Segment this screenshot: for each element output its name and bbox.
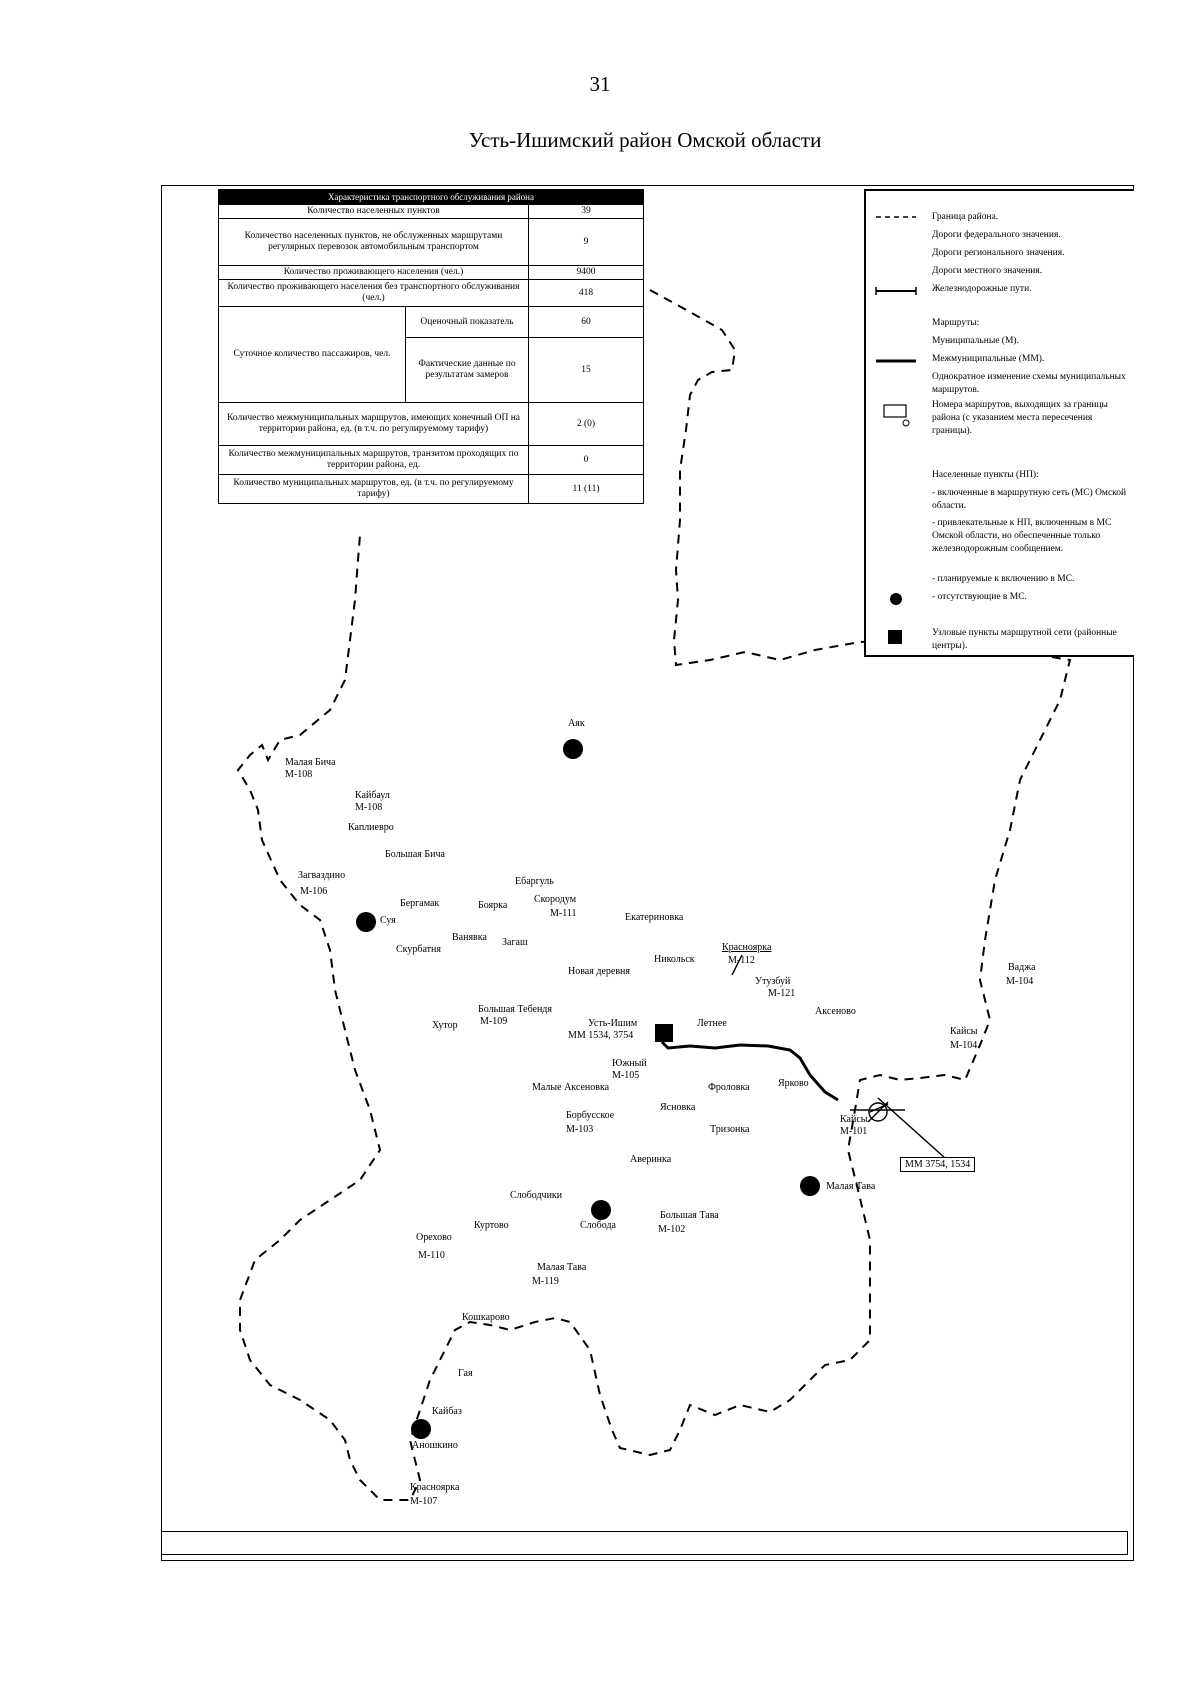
map-label: М-110	[418, 1250, 445, 1261]
settlement-dot-sloboda	[591, 1200, 611, 1220]
info-table-header: Характеристика транспортного обслуживания района	[219, 190, 644, 205]
table-row: Количество населенных пунктов 39	[219, 205, 644, 219]
legend-route-2: Однократное изменение схемы муниципальных маршрутов.	[932, 372, 1126, 395]
legend-settlement-0: - включенные в маршрутную сеть (МС) Омской области.	[932, 488, 1127, 511]
map-label: Ясновка	[660, 1102, 696, 1113]
table-row: Количество проживающего населения (чел.) 9400	[219, 266, 644, 280]
map-label: М-103	[566, 1124, 594, 1135]
map-label: Новая деревня	[568, 966, 630, 977]
map-label: М-108	[285, 769, 313, 780]
map-label: М-121	[768, 988, 796, 999]
map-label: М-109	[480, 1016, 508, 1027]
map-label: Суя	[380, 915, 396, 926]
page-title: Усть-Ишимский район Омской области	[468, 128, 822, 152]
map-label: М-119	[532, 1276, 559, 1287]
map-label: Бергамак	[400, 898, 440, 909]
map-label: Утузбуй	[755, 976, 791, 987]
map-label: М-104	[950, 1040, 978, 1051]
map-label: Ярково	[778, 1078, 809, 1089]
map-label: Хутор	[432, 1020, 458, 1031]
settlement-dot-kaibaz	[411, 1419, 431, 1439]
map-label: М-105	[612, 1070, 640, 1081]
map-label: Скурбатня	[396, 944, 441, 955]
settlement-dot-malaya-tava	[800, 1176, 820, 1196]
map-label: Боярка	[478, 900, 508, 911]
table-row: Количество населенных пунктов, не обслуженных маршрутами регулярных перевозок автомобильным транспортом 9	[219, 219, 644, 266]
map-label: Большая Тебендя	[478, 1004, 552, 1015]
map-label: М-104	[1006, 976, 1034, 987]
map-label: Аяк	[568, 718, 585, 729]
map-legend	[864, 189, 1134, 657]
map-label: Летнее	[697, 1018, 727, 1029]
map-label: Тризонка	[710, 1124, 750, 1135]
legend-routes-title: Маршруты:	[932, 318, 980, 328]
settlement-dot-ayak	[563, 739, 583, 759]
map-label: Южный	[612, 1058, 647, 1069]
map-label: Красноярка	[722, 942, 772, 953]
legend-route-1: Межмуниципальные (ММ).	[932, 354, 1045, 364]
map-label: Каплиевро	[348, 822, 394, 833]
map-label: Красноярка	[410, 1482, 460, 1493]
legend-route-0: Муниципальные (М).	[932, 336, 1019, 346]
map-label: Скородум	[534, 894, 577, 905]
legend-line-3: Дороги местного значения.	[932, 266, 1043, 276]
map-label: М-111	[550, 908, 577, 919]
table-row: Количество проживающего населения без транспортного обслуживания (чел.) 418	[219, 280, 644, 307]
map-label: Орехово	[416, 1232, 452, 1243]
legend-settlement-3: - отсутствующие в МС.	[932, 592, 1027, 602]
road-main	[662, 1042, 838, 1100]
info-table	[218, 189, 644, 504]
map-label: Большая Тава	[660, 1210, 719, 1221]
settlement-dot-suya	[356, 912, 376, 932]
map-label: Малые Аксеновка	[532, 1082, 610, 1093]
table-row: Фактические данные по результатам замеров 15	[219, 338, 644, 403]
legend-nodes: Узловые пункты маршрутной сети (районные центры).	[932, 628, 1117, 651]
legend-settlement-1: - привлекательные к НП, включенным в МС Омской области, но обеспеченные только железнодорожным сообщением.	[932, 518, 1112, 554]
map-label: Слобода	[580, 1220, 616, 1231]
map-label: Аверинка	[630, 1154, 672, 1165]
map-label: Фроловка	[708, 1082, 750, 1093]
district-center-square	[655, 1024, 673, 1042]
map-label: Аксеново	[815, 1006, 856, 1017]
map-label: Загваздино	[298, 870, 346, 881]
map-label: ММ 1534, 3754	[568, 1030, 634, 1041]
map-label: М-106	[300, 886, 328, 897]
map-label: Усть-Ишим	[588, 1018, 638, 1029]
map-label: Ебаргуль	[515, 876, 554, 887]
route-callout-box: ММ 3754, 1534	[900, 1157, 975, 1172]
legend-line-2: Дороги регионального значения.	[932, 248, 1065, 258]
table-row: Количество муниципальных маршрутов, ед. (в т.ч. по регулируемому тарифу) 11 (11)	[219, 475, 644, 504]
map-label: Малая Тава	[537, 1262, 587, 1273]
map-label: М-112	[728, 955, 755, 966]
map-label: Ваджа	[1008, 962, 1036, 973]
map-label: Малая Тава	[826, 1181, 876, 1192]
legend-symbols	[866, 191, 926, 651]
map-label: Слободчики	[510, 1190, 563, 1201]
map-label: Малая Бича	[285, 757, 336, 768]
map-label: Аношкино	[412, 1440, 458, 1451]
map-label: М-102	[658, 1224, 686, 1235]
table-row: Количество межмуниципальных маршрутов, имеющих конечный ОП на территории района, ед. (в т.ч. по регулируемому тарифу) 2 (0)	[219, 403, 644, 446]
map-label: Кайбаз	[432, 1406, 462, 1417]
map-label: Куртово	[474, 1220, 509, 1231]
map-label: Загаш	[502, 937, 528, 948]
map-label: Ванявка	[452, 932, 487, 943]
map-label: Екатериновка	[625, 912, 684, 923]
legend-settlements-title: Населенные пункты (НП):	[932, 470, 1039, 480]
map-label: Кайбаул	[355, 790, 390, 801]
page-number: 31	[589, 72, 611, 96]
legend-line-4: Железнодорожные пути.	[932, 284, 1032, 294]
map-label: Борбусское	[566, 1110, 615, 1121]
table-row: Количество межмуниципальных маршрутов, транзитом проходящих по территории района, ед. 0	[219, 446, 644, 475]
map-label: Кайсы	[840, 1114, 868, 1125]
map-label: Большая Бича	[385, 849, 445, 860]
map-label: Кошкарово	[462, 1312, 510, 1323]
map-label: Гая	[458, 1368, 473, 1379]
legend-line-1: Дороги федерального значения.	[932, 230, 1061, 240]
map-label: М-108	[355, 802, 383, 813]
legend-line-0: Граница района.	[932, 212, 999, 222]
legend-settlement-2: - планируемые к включению в МС.	[932, 574, 1075, 584]
map-label: М-107	[410, 1496, 438, 1507]
legend-out-routes: Номера маршрутов, выходящих за границы района (с указанием места пересечения границы).	[932, 400, 1108, 436]
map-label: Кайсы	[950, 1026, 978, 1037]
table-row: Суточное количество пассажиров, чел. Оценочный показатель 60	[219, 307, 644, 338]
map-label: Никольск	[654, 954, 695, 965]
map-label: М-101	[840, 1126, 868, 1137]
